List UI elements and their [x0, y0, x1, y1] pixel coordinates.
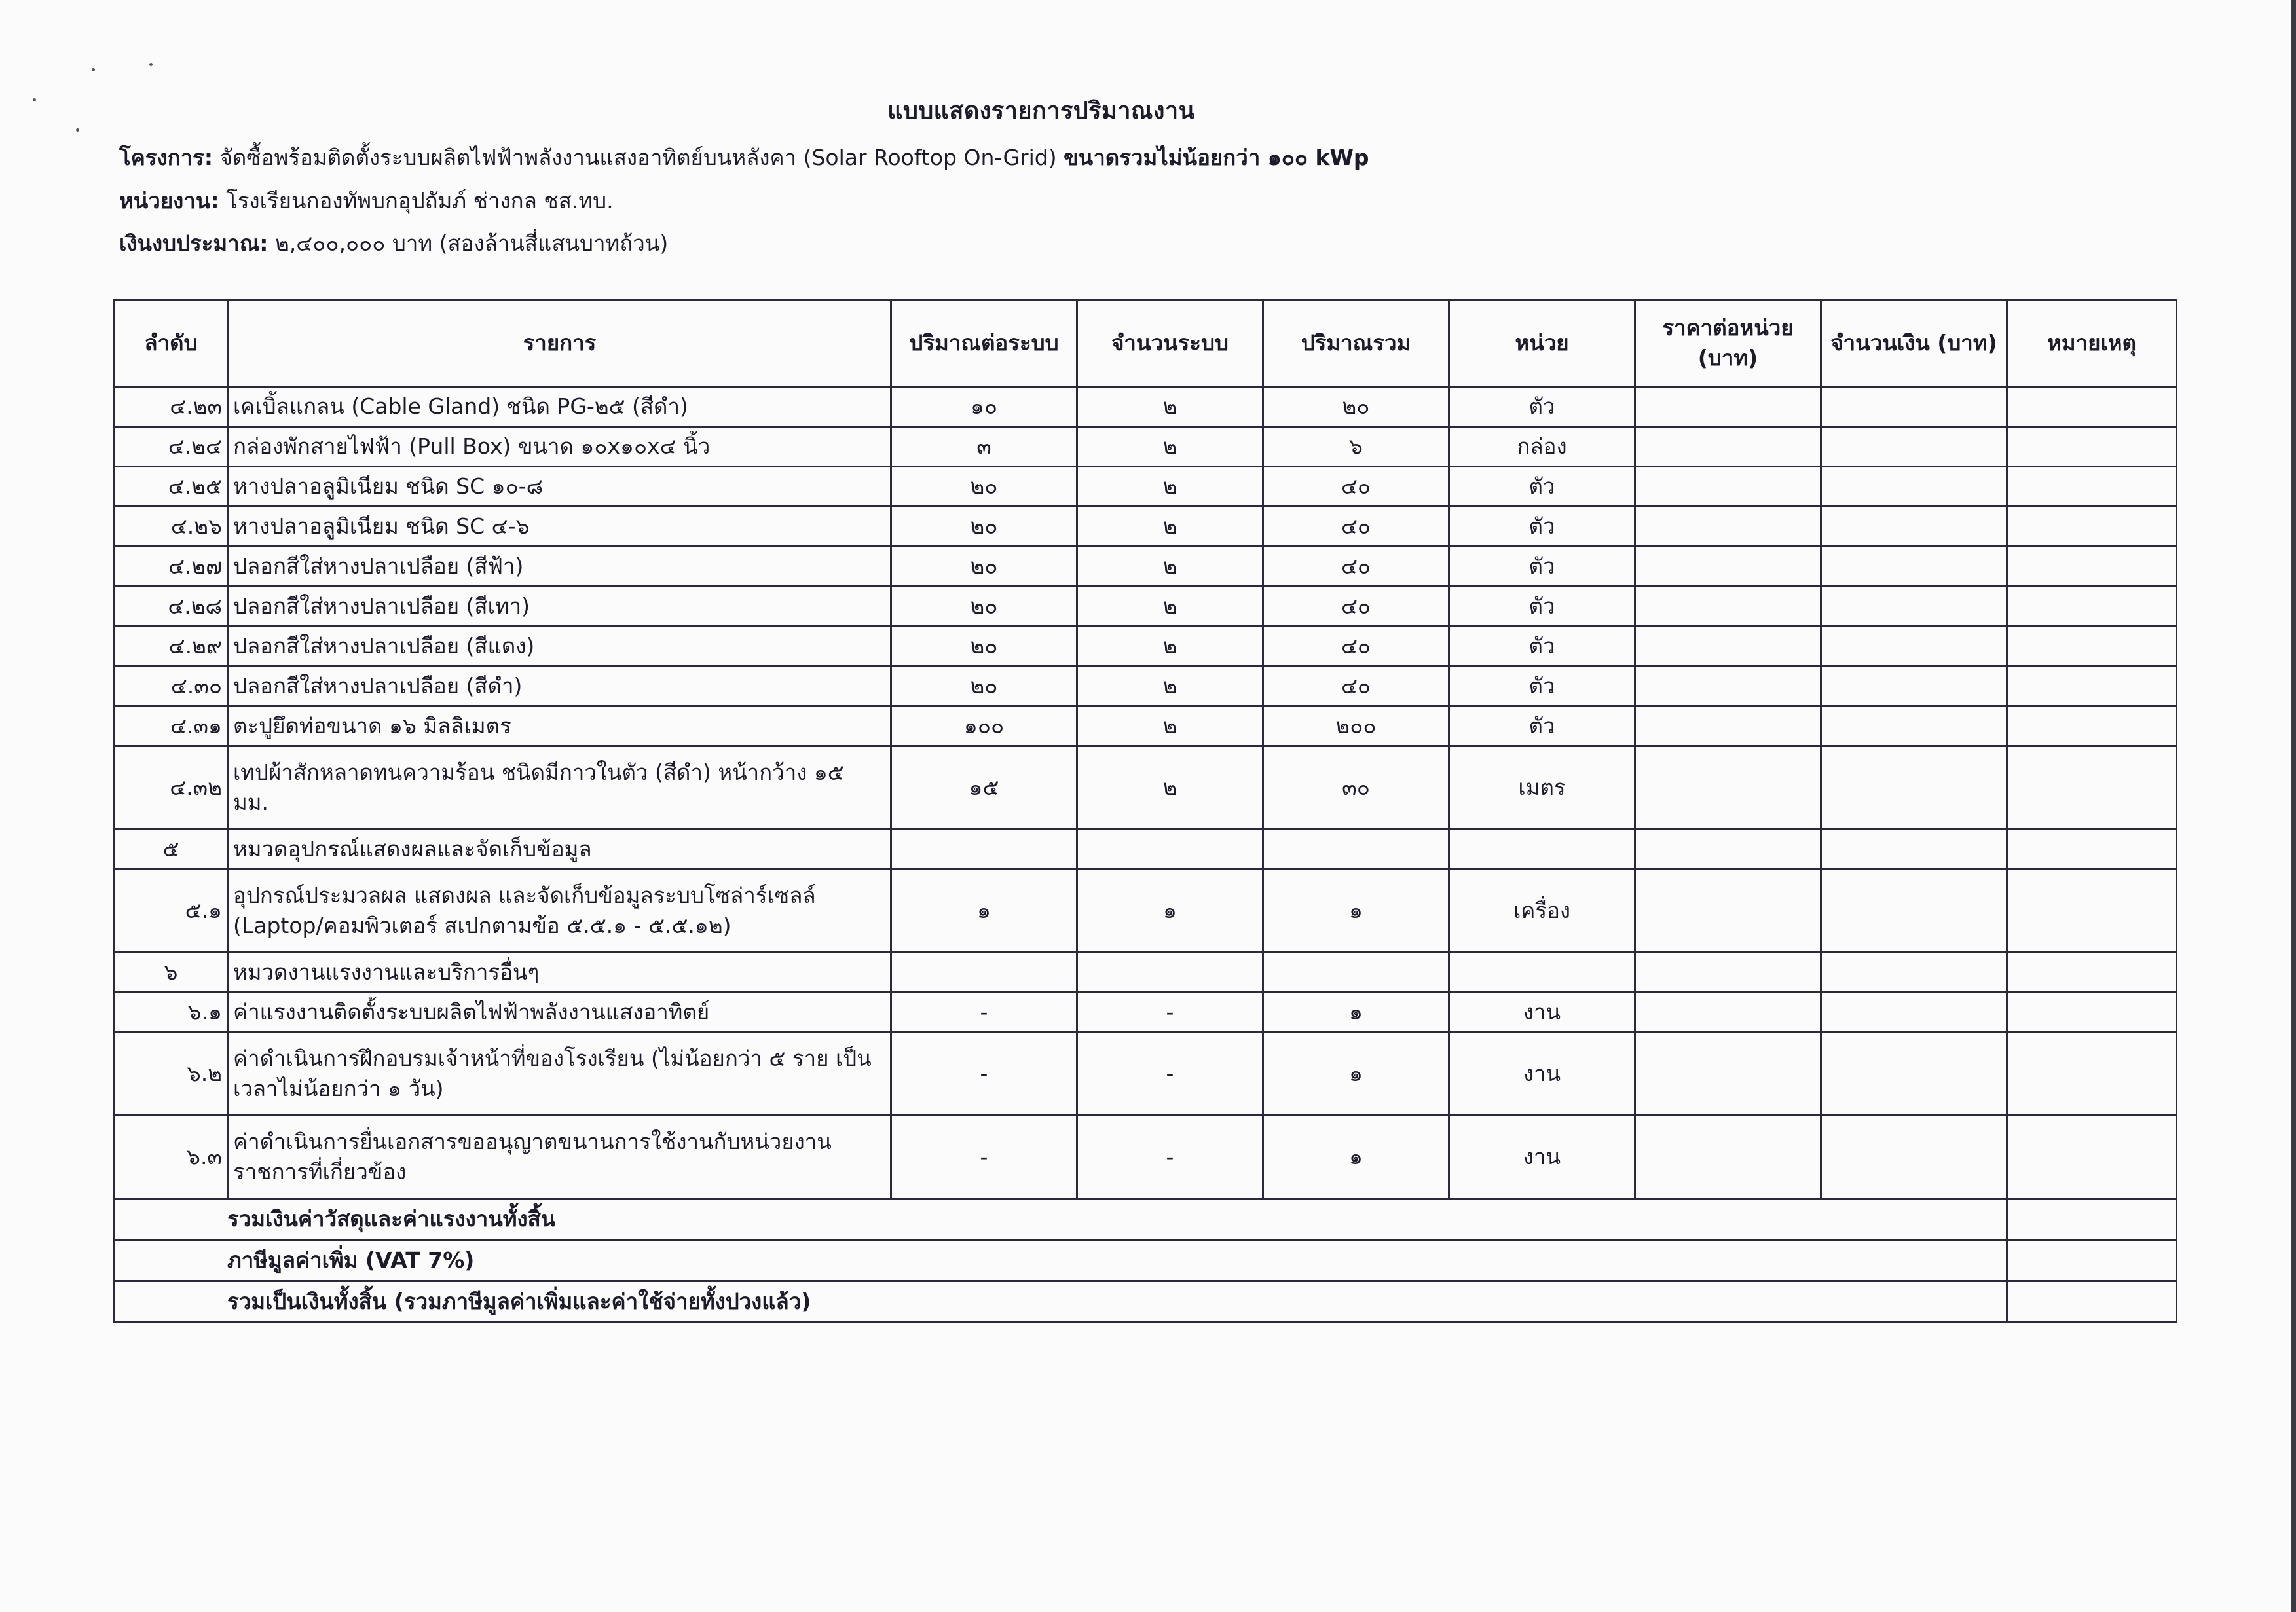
row-amount — [1821, 587, 2007, 627]
row-no: ๖.๒ — [114, 1033, 229, 1116]
row-item: อุปกรณ์ประมวลผล แสดงผล และจัดเก็บข้อมูลระบบโซล่าร์เซลล์ (Laptop/คอมพิวเตอร์ สเปกตามข้อ ๕.๕.๑ - ๕.๕.๑๒) — [229, 870, 891, 953]
row-unit: ตัว — [1449, 507, 1635, 547]
summary-row-grand-total — [114, 1281, 2177, 1323]
row-num-systems: ๒ — [1077, 587, 1263, 627]
row-unit: ตัว — [1449, 667, 1635, 706]
table-row — [114, 467, 2177, 507]
project-line — [119, 140, 1369, 175]
row-unit-price — [1635, 706, 1821, 746]
document-title: แบบแสดงรายการปริมาณงาน — [887, 98, 1195, 124]
agency-label: หน่วยงาน: — [119, 188, 219, 213]
table-row — [114, 507, 2177, 547]
row-amount — [1821, 706, 2007, 746]
row-unit: เครื่อง — [1449, 870, 1635, 953]
header-amount: จำนวนเงิน (บาท) — [1821, 300, 2007, 387]
table-row — [114, 746, 2177, 830]
row-num-systems — [1077, 953, 1263, 993]
row-total-qty: ๔๐ — [1263, 507, 1449, 547]
row-unit: งาน — [1449, 1033, 1635, 1116]
row-total-qty: ๔๐ — [1263, 627, 1449, 667]
row-unit: กล่อง — [1449, 427, 1635, 467]
row-amount — [1821, 830, 2007, 870]
row-qty-per-system — [891, 953, 1077, 993]
row-qty-per-system: ๒๐ — [891, 507, 1077, 547]
row-amount — [1821, 387, 2007, 427]
row-item: ตะปูยึดท่อขนาด ๑๖ มิลลิเมตร — [229, 706, 891, 746]
row-qty-per-system: ๒๐ — [891, 627, 1077, 667]
row-no: ๔.๒๘ — [114, 587, 229, 627]
row-item: ค่าดำเนินการยื่นเอกสารขออนุญาตขนานการใช้งานกับหน่วยงานราชการที่เกี่ยวข้อง — [229, 1116, 891, 1199]
row-unit: เมตร — [1449, 746, 1635, 830]
row-amount — [1821, 667, 2007, 706]
row-num-systems: - — [1077, 1116, 1263, 1199]
row-no: ๔.๒๙ — [114, 627, 229, 667]
row-qty-per-system: - — [891, 993, 1077, 1033]
table-row — [114, 993, 2177, 1033]
quantity-table — [113, 299, 2177, 1323]
summary-vat-value — [2007, 1240, 2177, 1281]
header-total-qty: ปริมาณรวม — [1263, 300, 1449, 387]
row-num-systems: ๒ — [1077, 467, 1263, 507]
header-remark: หมายเหตุ — [2007, 300, 2177, 387]
row-unit-price — [1635, 1116, 1821, 1199]
row-amount — [1821, 870, 2007, 953]
scan-speck — [92, 68, 95, 71]
row-no: ๔.๒๖ — [114, 507, 229, 547]
row-num-systems — [1077, 830, 1263, 870]
row-total-qty — [1263, 830, 1449, 870]
header-item: รายการ — [229, 300, 891, 387]
row-amount — [1821, 547, 2007, 587]
row-unit-price — [1635, 547, 1821, 587]
row-qty-per-system: ๒๐ — [891, 587, 1077, 627]
row-unit-price — [1635, 667, 1821, 706]
summary-total-label: รวมเงินค่าวัสดุและค่าแรงงานทั้งสิ้น — [114, 1199, 2007, 1240]
row-num-systems: ๒ — [1077, 387, 1263, 427]
table-header-row — [114, 300, 2177, 387]
row-amount — [1821, 467, 2007, 507]
row-remark — [2007, 467, 2177, 507]
row-qty-per-system: ๑๐๐ — [891, 706, 1077, 746]
row-num-systems: ๒ — [1077, 667, 1263, 706]
row-unit: งาน — [1449, 1116, 1635, 1199]
row-item: หางปลาอลูมิเนียม ชนิด SC ๔-๖ — [229, 507, 891, 547]
row-no: ๔.๒๔ — [114, 427, 229, 467]
row-item: หมวดอุปกรณ์แสดงผลและจัดเก็บข้อมูล — [229, 830, 891, 870]
row-item: ปลอกสีใส่หางปลาเปลือย (สีเทา) — [229, 587, 891, 627]
project-size: ขนาดรวมไม่น้อยกว่า ๑๐๐ kWp — [1064, 145, 1369, 170]
header-no: ลำดับ — [114, 300, 229, 387]
scan-speck — [149, 63, 153, 66]
row-unit-price — [1635, 467, 1821, 507]
table-row — [114, 547, 2177, 587]
row-unit-price — [1635, 387, 1821, 427]
summary-vat-label: ภาษีมูลค่าเพิ่ม (VAT 7%) — [114, 1240, 2007, 1281]
row-remark — [2007, 387, 2177, 427]
row-qty-per-system: ๑๐ — [891, 387, 1077, 427]
row-no: ๖ — [114, 953, 229, 993]
row-no: ๔.๒๕ — [114, 467, 229, 507]
row-item: หมวดงานแรงงานและบริการอื่นๆ — [229, 953, 891, 993]
row-remark — [2007, 1033, 2177, 1116]
row-total-qty: ๓๐ — [1263, 746, 1449, 830]
row-no: ๔.๓๒ — [114, 746, 229, 830]
row-unit: ตัว — [1449, 627, 1635, 667]
row-total-qty: ๖ — [1263, 427, 1449, 467]
row-num-systems: ๒ — [1077, 627, 1263, 667]
row-no: ๕ — [114, 830, 229, 870]
row-num-systems: ๒ — [1077, 746, 1263, 830]
table-row — [114, 1116, 2177, 1199]
row-unit-price — [1635, 953, 1821, 993]
summary-grand-total-label: รวมเป็นเงินทั้งสิ้น (รวมภาษีมูลค่าเพิ่มและค่าใช้จ่ายทั้งปวงแล้ว) — [114, 1281, 2007, 1323]
table-row — [114, 870, 2177, 953]
row-total-qty — [1263, 953, 1449, 993]
budget-line — [119, 226, 668, 261]
row-total-qty: ๒๐๐ — [1263, 706, 1449, 746]
row-total-qty: ๔๐ — [1263, 547, 1449, 587]
row-unit-price — [1635, 870, 1821, 953]
row-qty-per-system: - — [891, 1116, 1077, 1199]
row-total-qty: ๑ — [1263, 993, 1449, 1033]
row-remark — [2007, 1116, 2177, 1199]
table-row — [114, 830, 2177, 870]
project-label: โครงการ: — [119, 145, 213, 170]
row-amount — [1821, 427, 2007, 467]
row-remark — [2007, 507, 2177, 547]
row-num-systems: ๑ — [1077, 870, 1263, 953]
scan-edge-shadow — [2291, 0, 2296, 1612]
row-num-systems: ๒ — [1077, 547, 1263, 587]
row-unit-price — [1635, 1033, 1821, 1116]
row-unit-price — [1635, 507, 1821, 547]
header-unit-price — [1635, 300, 1821, 387]
row-remark — [2007, 706, 2177, 746]
budget-text: ๒,๔๐๐,๐๐๐ บาท (สองล้านสี่แสนบาทถ้วน) — [275, 230, 669, 256]
row-amount — [1821, 627, 2007, 667]
row-item: เคเบิ้ลแกลน (Cable Gland) ชนิด PG-๒๕ (สีดำ) — [229, 387, 891, 427]
row-item: เทปผ้าสักหลาดทนความร้อน ชนิดมีกาวในตัว (สีดำ) หน้ากว้าง ๑๕ มม. — [229, 746, 891, 830]
row-qty-per-system: - — [891, 1033, 1077, 1116]
agency-line — [119, 183, 614, 218]
row-amount — [1821, 1116, 2007, 1199]
row-amount — [1821, 1033, 2007, 1116]
row-qty-per-system — [891, 830, 1077, 870]
header-unit: หน่วย — [1449, 300, 1635, 387]
header-unit-price-label: ราคาต่อหน่วย — [1662, 314, 1794, 340]
row-no: ๖.๑ — [114, 993, 229, 1033]
row-item: ปลอกสีใส่หางปลาเปลือย (สีแดง) — [229, 627, 891, 667]
header-qty-per-system: ปริมาณต่อระบบ — [891, 300, 1077, 387]
row-total-qty: ๒๐ — [1263, 387, 1449, 427]
row-num-systems: ๒ — [1077, 427, 1263, 467]
row-qty-per-system: ๓ — [891, 427, 1077, 467]
summary-grand-total-value — [2007, 1281, 2177, 1323]
row-qty-per-system: ๑๕ — [891, 746, 1077, 830]
row-num-systems: ๒ — [1077, 507, 1263, 547]
row-unit-price — [1635, 627, 1821, 667]
row-no: ๕.๑ — [114, 870, 229, 953]
row-item: กล่องพักสายไฟฟ้า (Pull Box) ขนาด ๑๐x๑๐x๔ นิ้ว — [229, 427, 891, 467]
row-unit: ตัว — [1449, 387, 1635, 427]
row-unit: ตัว — [1449, 547, 1635, 587]
project-text: จัดซื้อพร้อมติดตั้งระบบผลิตไฟฟ้าพลังงานแสงอาทิตย์บนหลังคา (Solar Rooftop On-Grid) — [219, 145, 1057, 170]
row-unit-price — [1635, 427, 1821, 467]
row-unit-price — [1635, 993, 1821, 1033]
row-remark — [2007, 746, 2177, 830]
row-remark — [2007, 870, 2177, 953]
row-amount — [1821, 507, 2007, 547]
row-no: ๔.๓๑ — [114, 706, 229, 746]
row-item: ค่าแรงงานติดตั้งระบบผลิตไฟฟ้าพลังงานแสงอาทิตย์ — [229, 993, 891, 1033]
row-no: ๔.๒๗ — [114, 547, 229, 587]
agency-text: โรงเรียนกองทัพบกอุปถัมภ์ ช่างกล ชส.ทบ. — [226, 188, 614, 213]
row-amount — [1821, 746, 2007, 830]
row-unit-price — [1635, 587, 1821, 627]
row-num-systems: - — [1077, 993, 1263, 1033]
row-amount — [1821, 993, 2007, 1033]
row-unit: ตัว — [1449, 706, 1635, 746]
row-remark — [2007, 547, 2177, 587]
table-row — [114, 627, 2177, 667]
row-unit: ตัว — [1449, 587, 1635, 627]
row-num-systems: - — [1077, 1033, 1263, 1116]
row-total-qty: ๑ — [1263, 1033, 1449, 1116]
row-remark — [2007, 667, 2177, 706]
row-qty-per-system: ๒๐ — [891, 467, 1077, 507]
budget-label: เงินงบประมาณ: — [119, 230, 268, 256]
row-item: หางปลาอลูมิเนียม ชนิด SC ๑๐-๘ — [229, 467, 891, 507]
summary-total-value — [2007, 1199, 2177, 1240]
row-item: ปลอกสีใส่หางปลาเปลือย (สีฟ้า) — [229, 547, 891, 587]
row-amount — [1821, 953, 2007, 993]
summary-row-total — [114, 1199, 2177, 1240]
table-row — [114, 387, 2177, 427]
row-no: ๔.๒๓ — [114, 387, 229, 427]
row-remark — [2007, 830, 2177, 870]
row-unit: ตัว — [1449, 467, 1635, 507]
table-row — [114, 953, 2177, 993]
row-qty-per-system: ๒๐ — [891, 667, 1077, 706]
table-row — [114, 667, 2177, 706]
row-qty-per-system: ๑ — [891, 870, 1077, 953]
row-no: ๖.๓ — [114, 1116, 229, 1199]
row-remark — [2007, 953, 2177, 993]
row-total-qty: ๔๐ — [1263, 467, 1449, 507]
row-total-qty: ๔๐ — [1263, 667, 1449, 706]
row-total-qty: ๑ — [1263, 870, 1449, 953]
table-row — [114, 1033, 2177, 1116]
row-unit-price — [1635, 746, 1821, 830]
row-item: ค่าดำเนินการฝึกอบรมเจ้าหน้าที่ของโรงเรียน (ไม่น้อยกว่า ๕ ราย เป็นเวลาไม่น้อยกว่า ๑ วัน) — [229, 1033, 891, 1116]
table-row — [114, 706, 2177, 746]
row-unit — [1449, 953, 1635, 993]
row-remark — [2007, 587, 2177, 627]
table-row — [114, 587, 2177, 627]
row-qty-per-system: ๒๐ — [891, 547, 1077, 587]
row-num-systems: ๒ — [1077, 706, 1263, 746]
row-item: ปลอกสีใส่หางปลาเปลือย (สีดำ) — [229, 667, 891, 706]
table-row — [114, 427, 2177, 467]
row-remark — [2007, 427, 2177, 467]
row-no: ๔.๓๐ — [114, 667, 229, 706]
row-unit-price — [1635, 830, 1821, 870]
header-num-systems: จำนวนระบบ — [1077, 300, 1263, 387]
row-total-qty: ๔๐ — [1263, 587, 1449, 627]
row-unit — [1449, 830, 1635, 870]
summary-row-vat — [114, 1240, 2177, 1281]
row-remark — [2007, 993, 2177, 1033]
row-total-qty: ๑ — [1263, 1116, 1449, 1199]
header-unit-price-sub: (บาท) — [1697, 345, 1758, 371]
row-remark — [2007, 627, 2177, 667]
row-unit: งาน — [1449, 993, 1635, 1033]
